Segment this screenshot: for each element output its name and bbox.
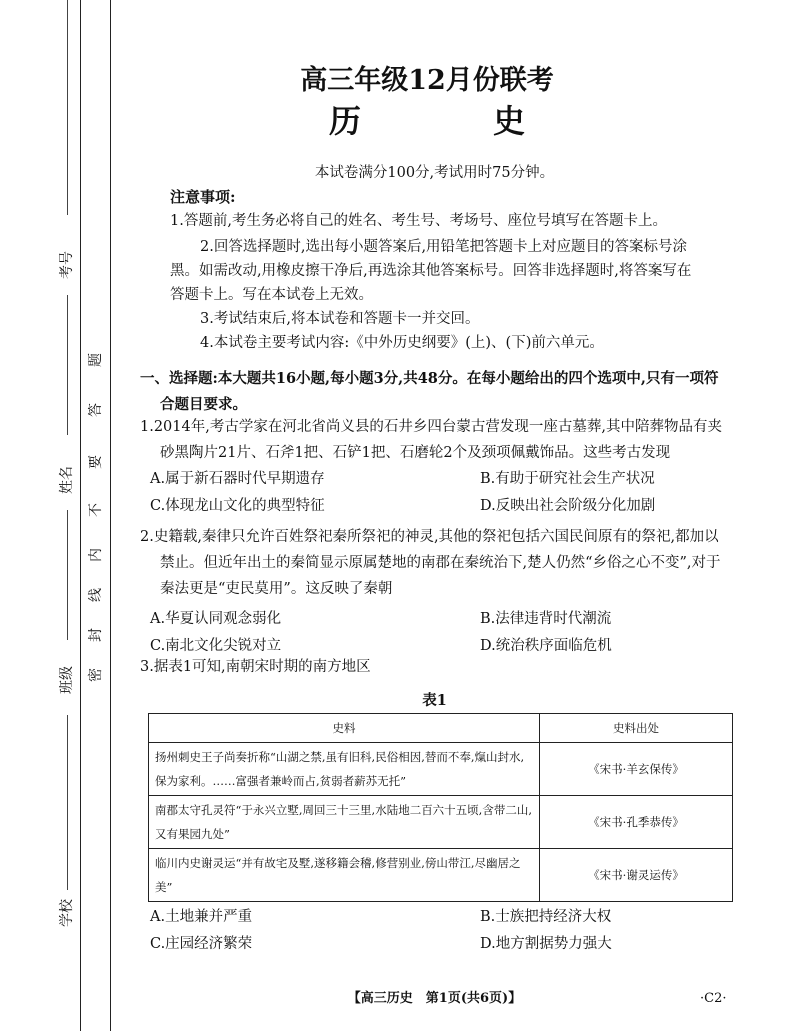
table-header: 史料出处 — [540, 714, 733, 743]
exam-no-label: 考号 — [59, 251, 75, 279]
answer-option[interactable]: C.南北文化尖锐对立 — [150, 638, 282, 654]
answer-option[interactable]: A.土地兼并严重 — [150, 909, 253, 925]
question-stem: 1.2014年,考古学家在河北省尚义县的石井乡四台蒙古营发现一座古墓葬,其中陪葬物品有夹 — [140, 419, 722, 435]
answer-option[interactable]: A.华夏认同观念弱化 — [150, 611, 282, 627]
answer-option[interactable]: A.属于新石器时代早期遗存 — [150, 471, 325, 487]
question-stem: 秦法更是“吏民莫用”。这反映了秦朝 — [160, 581, 393, 597]
question-stem: 砂黑陶片21片、石斧1把、石铲1把、石磨轮2个及颈项佩戴饰品。这些考古发现 — [160, 445, 671, 461]
seal-char: 内 — [88, 548, 104, 562]
note-4: 4.本试卷主要考试内容:《中外历史纲要》(上)、(下)前六单元。 — [200, 335, 604, 351]
note-1: 1.答题前,考生务必将自己的姓名、考生号、考场号、座位号填写在答题卡上。 — [170, 213, 667, 229]
margin-line — [80, 0, 81, 1031]
table-cell: 《宋书·孔季恭传》 — [540, 796, 733, 849]
table-row — [149, 743, 733, 796]
margin-line — [110, 0, 111, 1031]
table-row — [149, 796, 733, 849]
seal-char: 要 — [88, 455, 104, 469]
seal-char: 不 — [88, 503, 104, 517]
seal-char: 密 — [88, 668, 104, 682]
subject-title: 历 史 — [328, 102, 575, 140]
note-2-cont: 黑。如需改动,用橡皮擦干净后,再选涂其他答案标号。回答非选择题时,将答案写在 — [170, 263, 692, 279]
section-heading-cont: 合题目要求。 — [160, 396, 247, 413]
answer-option[interactable]: C.体现龙山文化的典型特征 — [150, 498, 325, 514]
page-footer: 【高三历史 第1页(共6页)】 — [347, 991, 522, 1006]
answer-option[interactable]: B.士族把持经济大权 — [480, 909, 612, 925]
table-cell: 扬州刺史王子尚奏折称“山湖之禁,虽有旧科,民俗相因,替而不奉,熂山封水,保为家利。……富强者兼岭而占,贫弱者薪苏无托” — [149, 743, 540, 796]
seal-char: 题 — [88, 353, 104, 367]
note-2: 2.回答选择题时,选出每小题答案后,用铅笔把答题卡上对应题目的答案标号涂 — [200, 239, 688, 255]
section-heading: 一、选择题:本大题共16小题,每小题3分,共48分。在每小题给出的四个选项中,只有一项符 — [140, 370, 719, 387]
table-row — [149, 849, 733, 902]
seal-char: 线 — [88, 588, 104, 602]
class-label: 班级 — [59, 666, 75, 694]
answer-option[interactable]: D.统治秩序面临危机 — [480, 638, 612, 654]
seal-char: 封 — [88, 628, 104, 642]
question-stem: 禁止。但近年出土的秦简显示原属楚地的南郡在秦统治下,楚人仍然“乡俗之心不变”,对于 — [160, 555, 721, 571]
question-stem: 3.据表1可知,南朝宋时期的南方地区 — [140, 659, 371, 675]
fill-line — [67, 715, 68, 890]
answer-option[interactable]: D.地方割据势力强大 — [480, 936, 612, 952]
notes-heading: 注意事项: — [170, 188, 236, 206]
paper-code: ·C2· — [700, 991, 727, 1006]
fill-line — [67, 510, 68, 640]
name-label: 姓名 — [59, 466, 75, 494]
table-cell: 《宋书·谢灵运传》 — [540, 849, 733, 902]
exam-info: 本试卷满分100分,考试用时75分钟。 — [314, 165, 555, 181]
table-cell: 南郡太守孔灵符“于永兴立墅,周回三十三里,水陆地二百六十五顷,含带二山,又有果园九处” — [149, 796, 540, 849]
table-header: 史料 — [149, 714, 540, 743]
question-stem: 2.史籍载,秦律只允许百姓祭祀秦所祭祀的神灵,其他的祭祀包括六国民间原有的祭祀,都加以 — [140, 529, 719, 545]
table-caption: 表1 — [422, 692, 447, 709]
source-table — [148, 713, 733, 902]
note-3: 3.考试结束后,将本试卷和答题卡一并交回。 — [200, 311, 480, 327]
answer-option[interactable]: B.法律违背时代潮流 — [480, 611, 612, 627]
seal-char: 答 — [88, 403, 104, 417]
school-label: 学校 — [59, 899, 75, 927]
table-cell: 临川内史谢灵运“并有故宅及墅,遂移籍会稽,修营别业,傍山带江,尽幽居之美” — [149, 849, 540, 902]
exam-title: 高三年级12月份联考 — [300, 65, 554, 96]
answer-option[interactable]: D.反映出社会阶级分化加剧 — [480, 498, 656, 514]
table-cell: 《宋书·羊玄保传》 — [540, 743, 733, 796]
fill-line — [67, 295, 68, 435]
note-2-cont: 答题卡上。写在本试卷上无效。 — [170, 287, 373, 303]
answer-option[interactable]: C.庄园经济繁荣 — [150, 936, 253, 952]
answer-option[interactable]: B.有助于研究社会生产状况 — [480, 471, 655, 487]
